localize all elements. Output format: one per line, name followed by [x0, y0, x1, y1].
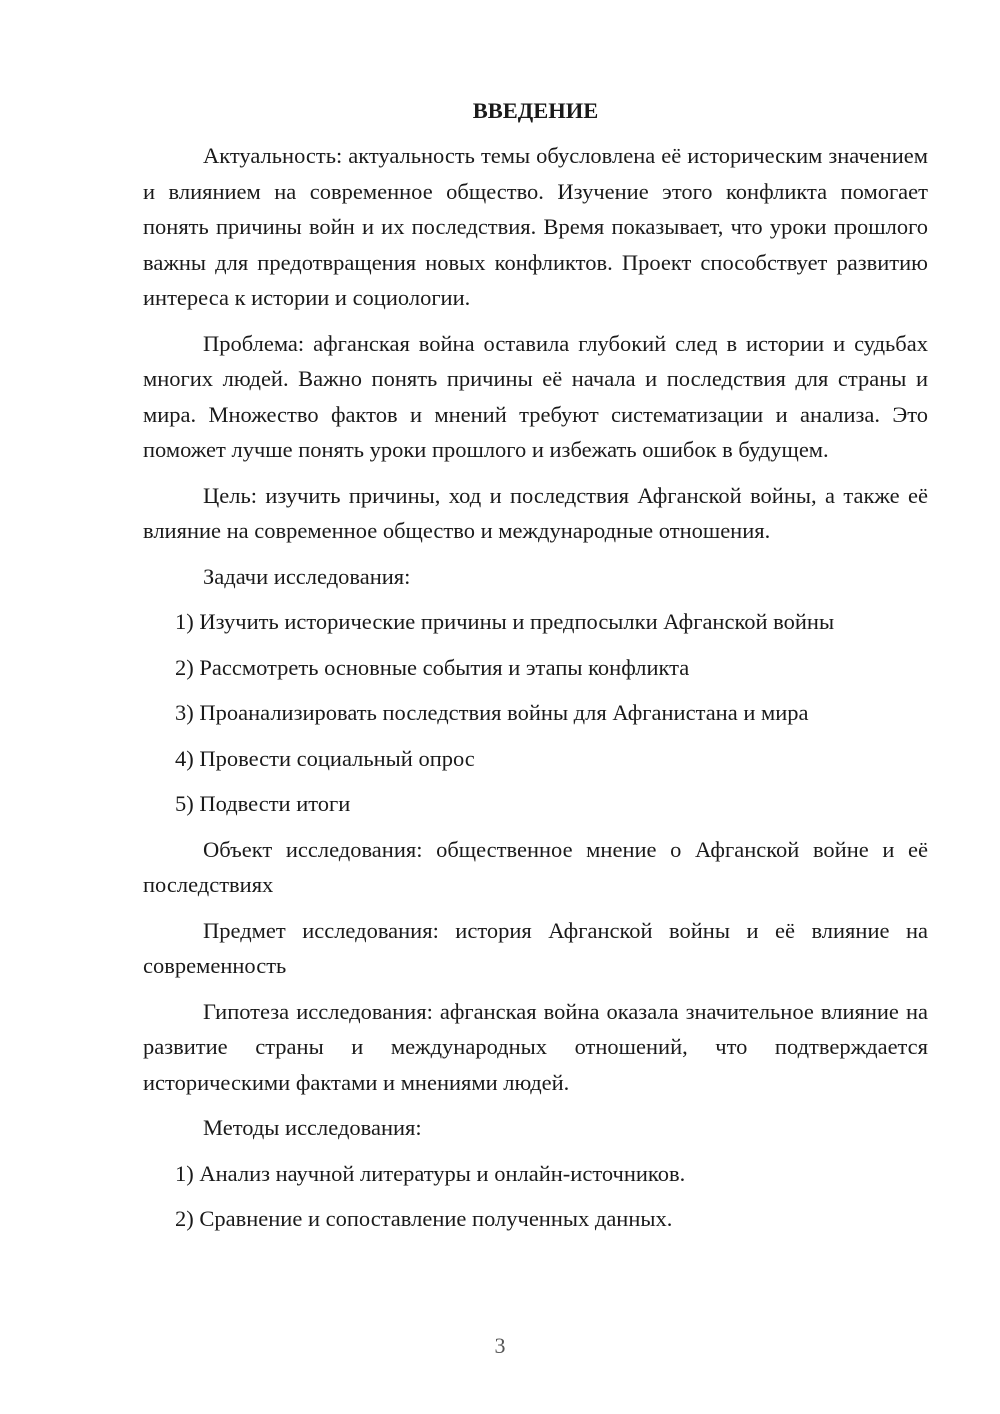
task-item: 1) Изучить исторические причины и предпосылки Афганской войны [175, 609, 835, 634]
problem-paragraph: Проблема: афганская война оставила глубокий след в истории и судьбах многих людей. Важно понять причины её начала и последствия для страны и мира. Множество фактов и мнений требуют систематизации и анализа. Это поможет лучше понять уроки прошлого и избежать ошибок в будущем. [143, 330, 928, 462]
relevance-paragraph: Актуальность: актуальность темы обусловлена её историческим значением и влиянием на современное общество. Изучение этого конфликта помогает понять причины войн и их последствия. Время показывает, что уроки прошлого важны для предотвращения новых конфликтов. Проект способствует развитию интереса к истории и социологии. [143, 143, 928, 310]
methods-list [143, 1156, 928, 1237]
task-item: 4) Провести социальный опрос [175, 745, 475, 771]
goal-paragraph: Цель: изучить причины, ход и последствия Афганской войны, а также её влияние на современное общество и международные отношения. [143, 482, 928, 543]
methods-label: Методы исследования: [203, 1115, 422, 1140]
document-title: ВВЕДЕНИЕ [472, 98, 599, 123]
tasks-list [143, 604, 928, 822]
method-item: 2) Сравнение и сопоставление полученных данных. [175, 1206, 673, 1231]
task-item: 3) Проанализировать последствия войны для Афганистана и мира [175, 700, 809, 725]
object-paragraph: Объект исследования: общественное мнение о Афганской войне и её последствиях [143, 836, 928, 897]
page-number: 3 [494, 1333, 506, 1358]
document-page [143, 92, 928, 1237]
hypothesis-paragraph: Гипотеза исследования: афганская война оказала значительное влияние на развитие страны и международных отношений, что подтверждается историческими фактами и мнениями людей. [143, 998, 928, 1095]
tasks-label: Задачи исследования: [203, 563, 411, 589]
method-item: 1) Анализ научной литературы и онлайн-источников. [175, 1160, 686, 1186]
task-item: 5) Подвести итоги [175, 791, 351, 816]
task-item: 2) Рассмотреть основные события и этапы конфликта [175, 654, 690, 680]
subject-paragraph: Предмет исследования: история Афганской войны и её влияние на современность [143, 917, 928, 978]
